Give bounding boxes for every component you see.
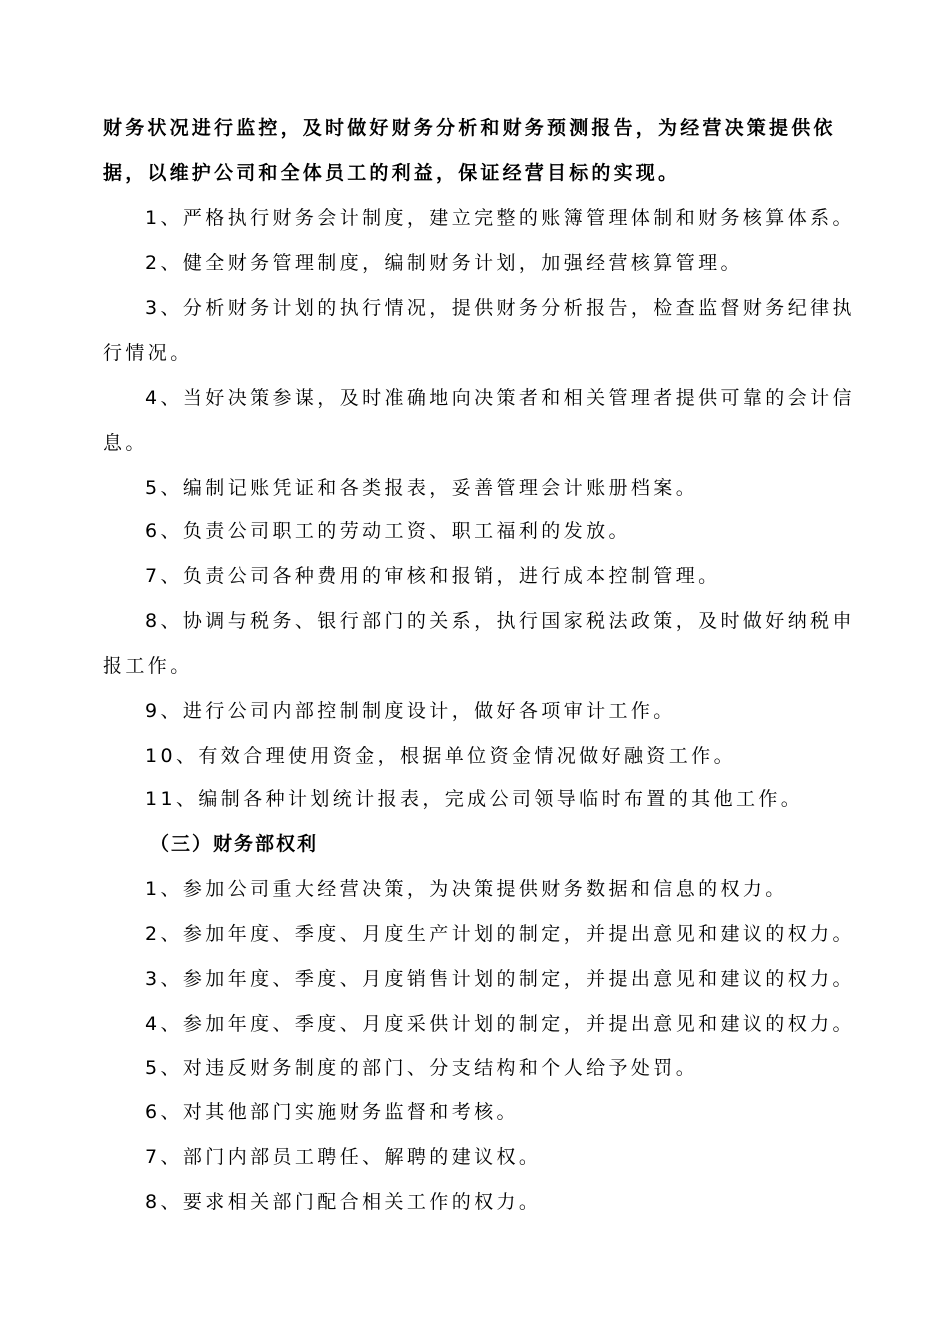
duty-6: 6、负责公司职工的劳动工资、职工福利的发放。 <box>145 520 631 542</box>
right-1: 1、参加公司重大经营决策，为决策提供财务数据和信息的权力。 <box>145 878 788 900</box>
intro-line-1: 财务状况进行监控，及时做好财务分析和财务预测报告，为经营决策提供依 <box>103 117 836 139</box>
right-4: 4、参加年度、季度、月度采供计划的制定，并提出意见和建议的权力。 <box>145 1013 855 1035</box>
duty-1: 1、严格执行财务会计制度，建立完整的账簿管理体制和财务核算体系。 <box>145 207 855 229</box>
section-heading: （三）财务部权利 <box>150 833 319 855</box>
duty-3-cont: 行情况。 <box>103 342 193 364</box>
duty-10: 10、有效合理使用资金，根据单位资金情况做好融资工作。 <box>145 745 736 767</box>
duty-8-cont: 报工作。 <box>103 655 193 677</box>
duty-3: 3、分析财务计划的执行情况，提供财务分析报告，检查监督财务纪律执 <box>145 297 855 319</box>
duty-2: 2、健全财务管理制度，编制财务计划，加强经营核算管理。 <box>145 252 743 274</box>
duty-4: 4、当好决策参谋，及时准确地向决策者和相关管理者提供可靠的会计信 <box>145 387 855 409</box>
intro-line-2: 据，以维护公司和全体员工的利益，保证经营目标的实现。 <box>103 162 681 184</box>
duty-8: 8、协调与税务、银行部门的关系，执行国家税法政策，及时做好纳税申 <box>145 610 855 632</box>
duty-5: 5、编制记账凭证和各类报表，妥善管理会计账册档案。 <box>145 477 699 499</box>
duty-9: 9、进行公司内部控制制度设计，做好各项审计工作。 <box>145 700 676 722</box>
right-3: 3、参加年度、季度、月度销售计划的制定，并提出意见和建议的权力。 <box>145 968 855 990</box>
duty-11: 11、编制各种计划统计报表，完成公司领导临时布置的其他工作。 <box>145 788 804 810</box>
right-5: 5、对违反财务制度的部门、分支结构和个人给予处罚。 <box>145 1057 699 1079</box>
right-8: 8、要求相关部门配合相关工作的权力。 <box>145 1191 542 1213</box>
right-7: 7、部门内部员工聘任、解聘的建议权。 <box>145 1146 542 1168</box>
right-6: 6、对其他部门实施财务监督和考核。 <box>145 1101 519 1123</box>
duty-7: 7、负责公司各种费用的审核和报销，进行成本控制管理。 <box>145 565 721 587</box>
duty-4-cont: 息。 <box>103 432 148 454</box>
right-2: 2、参加年度、季度、月度生产计划的制定，并提出意见和建议的权力。 <box>145 923 855 945</box>
